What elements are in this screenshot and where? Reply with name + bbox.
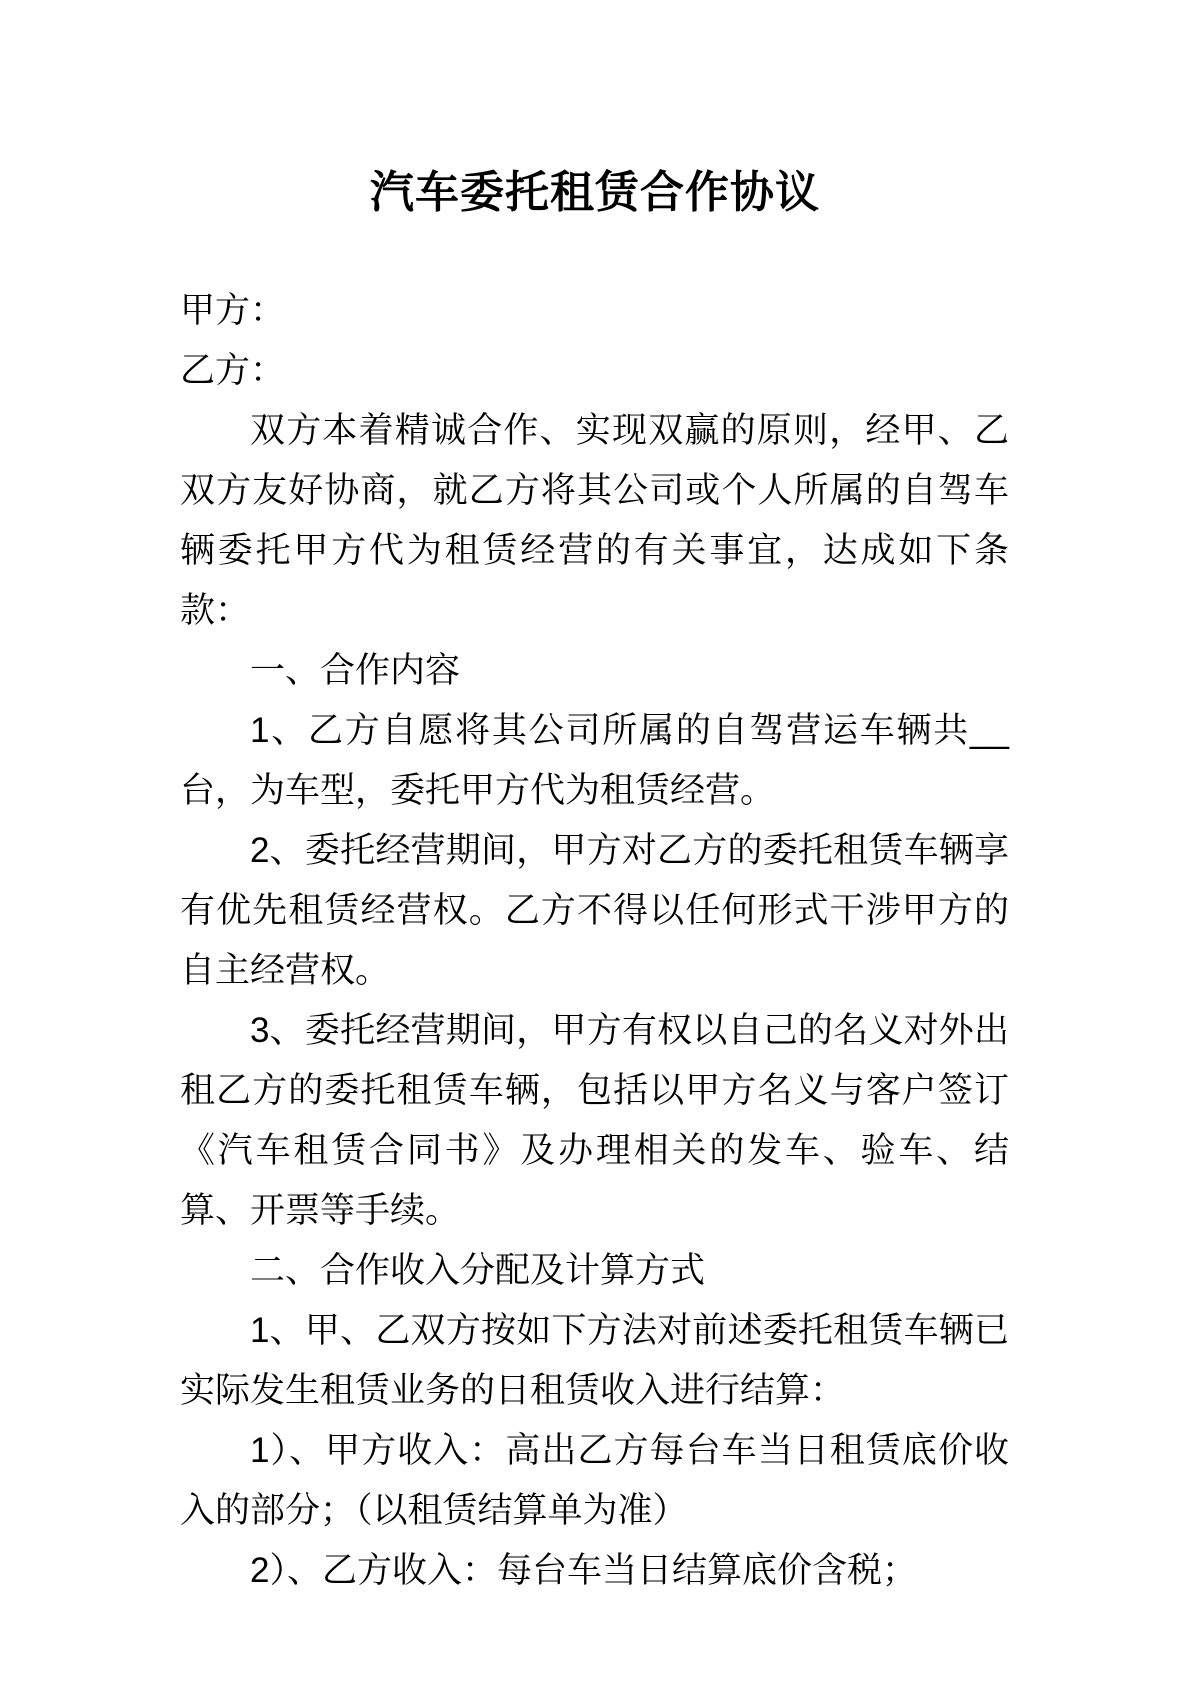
preamble-paragraph: 双方本着精诚合作、实现双赢的原则，经甲、乙双方友好协商，就乙方将其公司或个人所属的自驾车辆委托甲方代为租赁经营的有关事宜，达成如下条款： (180, 411, 1009, 630)
document-title: 汽车委托租赁合作协议 (370, 168, 820, 217)
section-2-heading: 二、合作收入分配及计算方式 (250, 1251, 706, 1290)
party-b-line: 乙方： (180, 351, 286, 390)
clause-2-1-item-2: 2）、乙方收入：每台车当日结算底价含税； (250, 1551, 917, 1590)
clause-2-1-item-1: 1）、甲方收入：高出乙方每台车当日租赁底价收入的部分；（以租赁结算单为准） (180, 1431, 1009, 1530)
clause-1-3: 3、委托经营期间，甲方有权以自己的名义对外出租乙方的委托租赁车辆，包括以甲方名义与客户签订《汽车租赁合同书》及办理相关的发车、验车、结算、开票等手续。 (180, 1011, 1009, 1230)
clause-2-1: 1、甲、乙双方按如下方法对前述委托租赁车辆已实际发生租赁业务的日租赁收入进行结算： (180, 1311, 1009, 1410)
clause-1-1: 1、乙方自愿将其公司所属的自驾营运车辆共__台，为车型，委托甲方代为租赁经营。 (180, 711, 1009, 810)
section-1-heading: 一、合作内容 (250, 651, 461, 690)
party-a-line: 甲方： (180, 291, 286, 330)
document-body (180, 281, 1009, 1601)
clause-1-2: 2、委托经营期间，甲方对乙方的委托租赁车辆享有优先租赁经营权。乙方不得以任何形式干涉甲方的自主经营权。 (180, 831, 1009, 990)
